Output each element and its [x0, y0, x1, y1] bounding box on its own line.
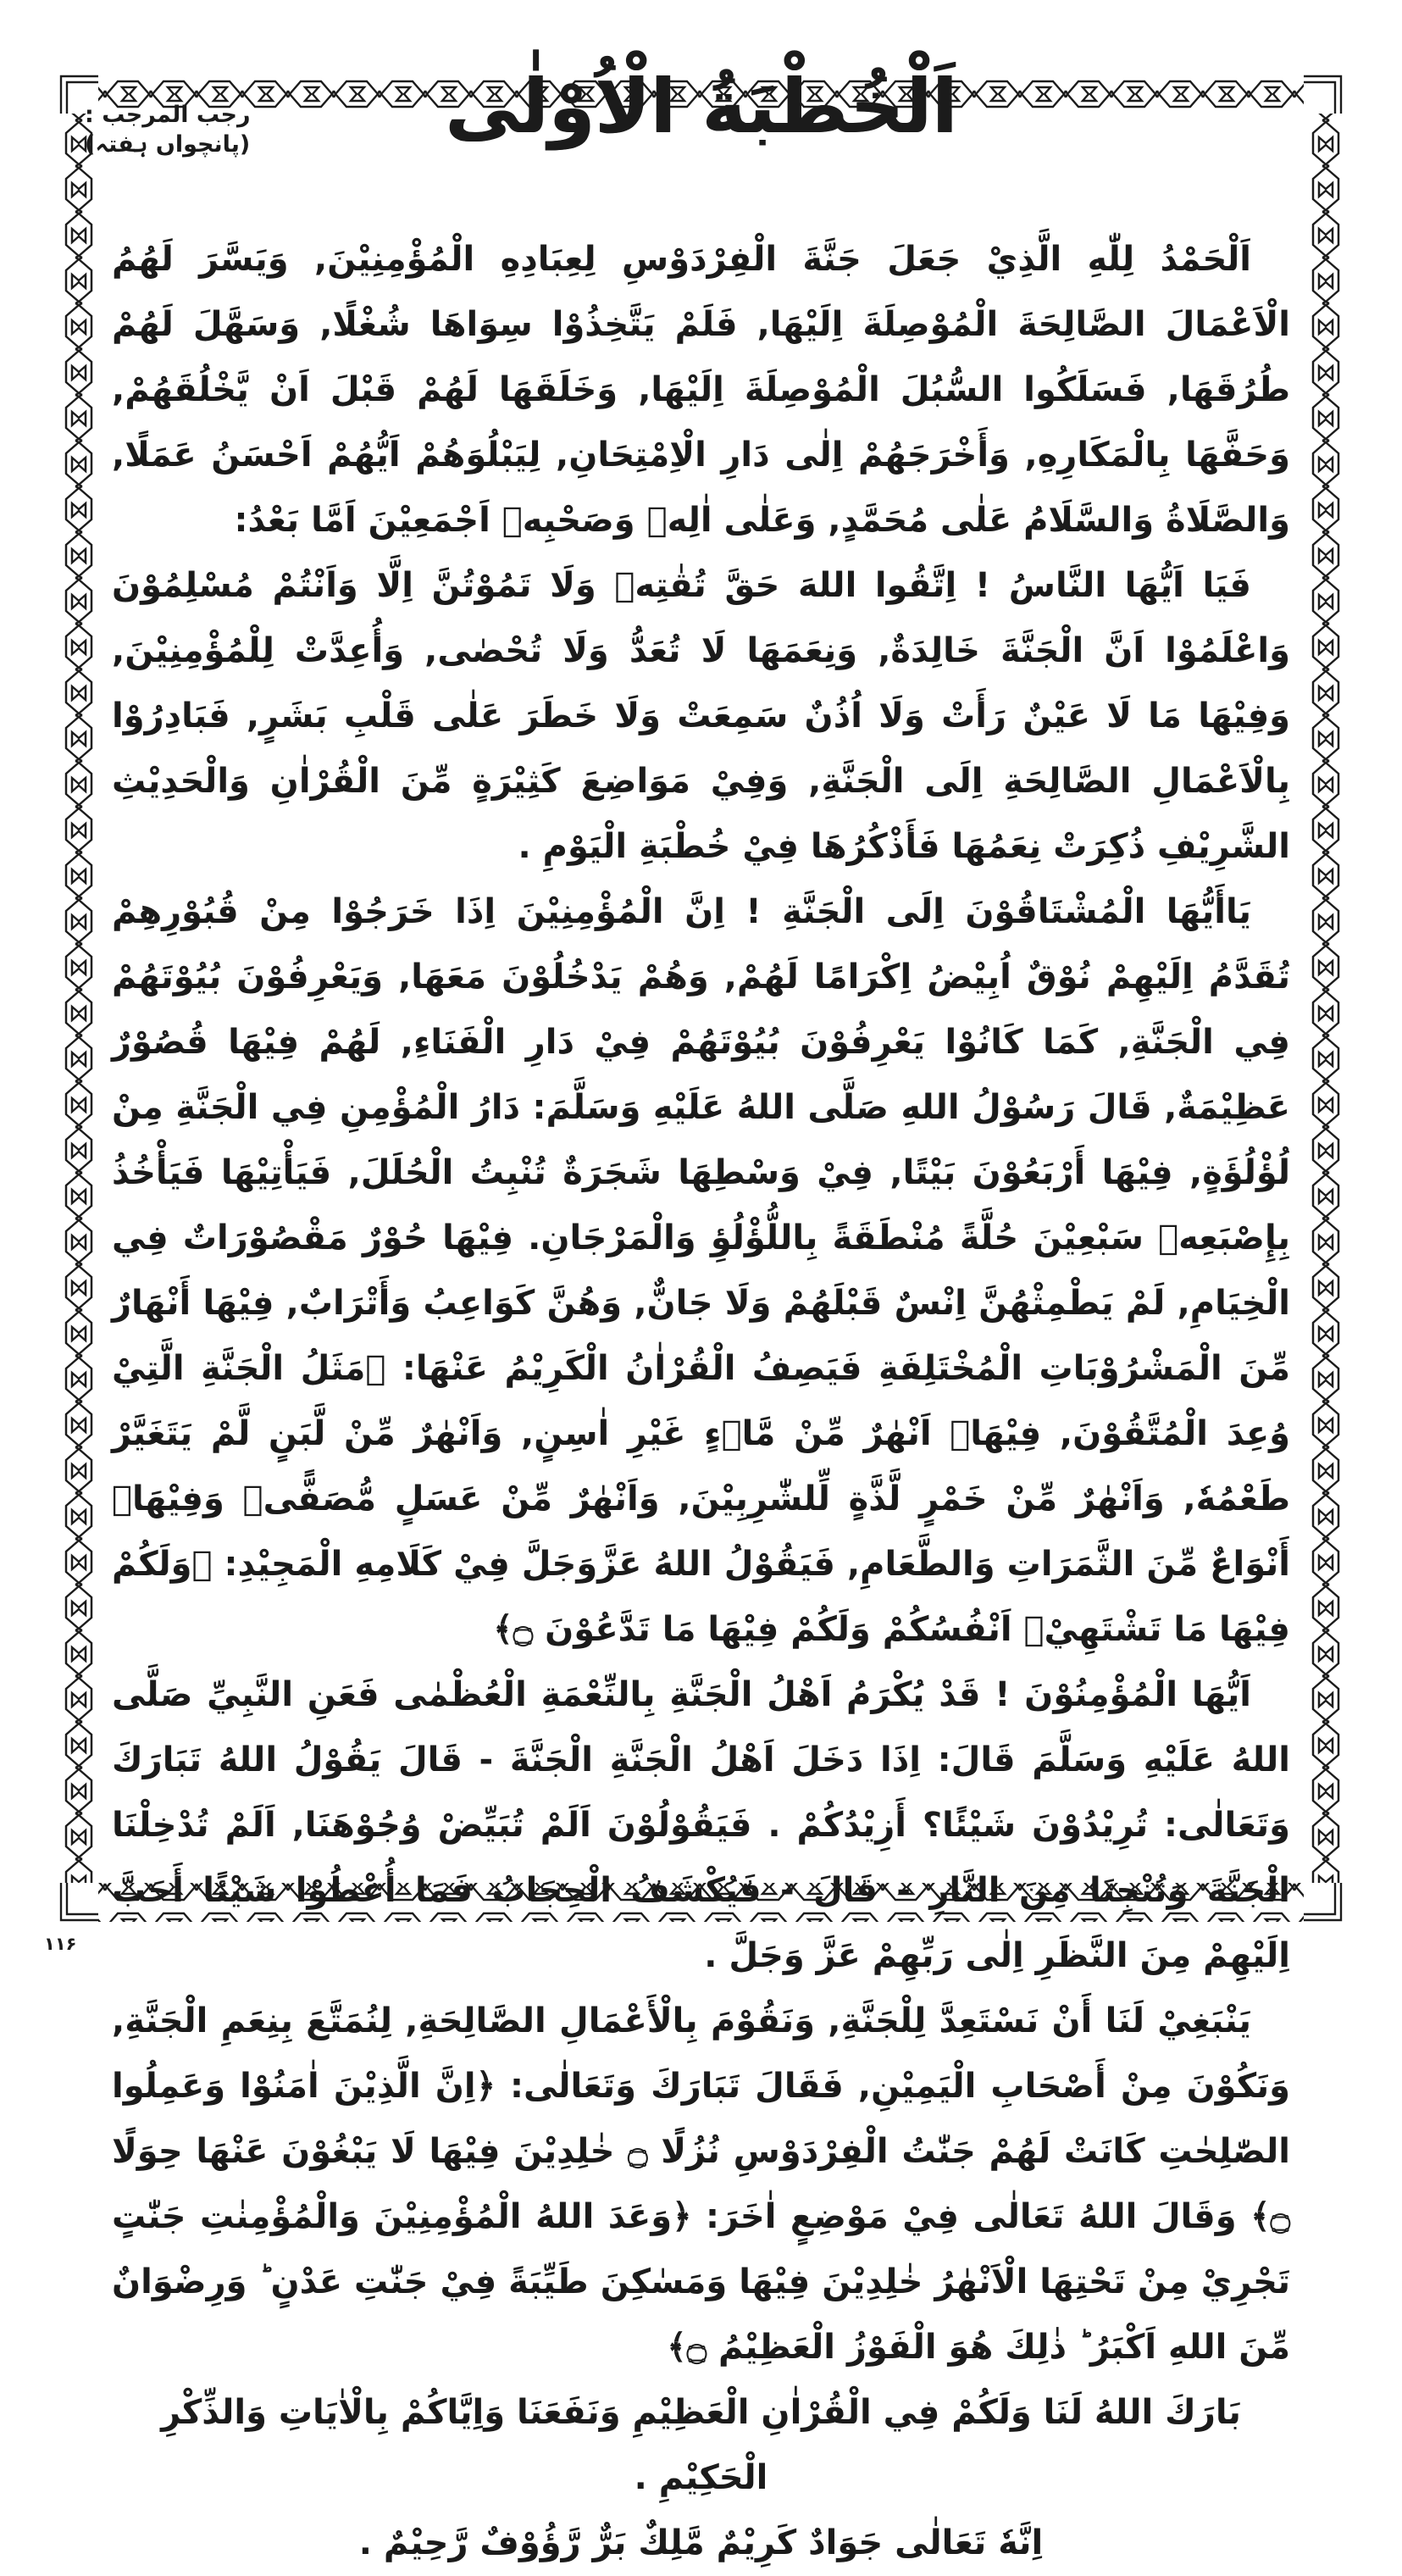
paragraph-yanbaghi: يَنْبَغِيْ لَنَا أَنْ نَسْتَعِدَّ لِلْجَنَّةِ, وَنَقُوْمَ بِالْأَعْمَالِ الصَّالِحَةِ, لِنُمَتَّعَ بِنِعَمِ الْجَنَّةِ, وَنَكُوْنَ مِنْ أَصْحَابِ الْيَمِيْنِ, فَقَالَ تَبَارَكَ وَتَعَالٰى: ﴿اِنَّ الَّذِيْنَ اٰمَنُوْا وَعَمِلُوا الصّٰلِحٰتِ كَانَتْ لَهُمْ جَنّٰتُ الْفِرْدَوْسِ نُزُلًا ۝ خٰلِدِيْنَ فِيْهَا لَا يَبْغُوْنَ عَنْهَا حِوَلًا ۝﴾ وَقَالَ اللهُ تَعَالٰى فِيْ مَوْضِعٍ اٰخَرَ: ﴿وَعَدَ اللهُ الْمُؤْمِنِيْنَ وَالْمُؤْمِنٰتِ جَنّٰتٍ تَجْرِيْ مِنْ تَحْتِهَا الْاَنْهٰرُ خٰلِدِيْنَ فِيْهَا وَمَسٰكِنَ طَيِّبَةً فِيْ جَنّٰتِ عَدْنٍ ؕ وَرِضْوَانٌ مِّنَ اللهِ اَكْبَرُ ؕ ذٰلِكَ هُوَ الْفَوْزُ الْعَظِيْمُ ۝﴾ — [112, 2001, 1291, 2367]
month-week-label: رجب المرجب :(پانچواں ہفتہ) — [85, 102, 251, 158]
page-title: اَلْخُطْبَةُ الْاُوْلٰى — [445, 63, 957, 150]
paragraph-mushtaqun: يَاأَيُّهَا الْمُشْتَاقُوْنَ اِلَى الْجَنَّةِ ! اِنَّ الْمُؤْمِنِيْنَ اِذَا خَرَجُوْا مِنْ قُبُوْرِهِمْ تُقَدَّمُ اِلَيْهِمْ نُوْقٌ اُبِيْضُ اِكْرَامًا لَهُمْ, وَهُمْ يَدْخُلُوْنَ مَعَهَا, وَيَعْرِفُوْنَ بُيُوْتَهُمْ فِي الْجَنَّةِ, كَمَا كَانُوْا يَعْرِفُوْنَ بُيُوْتَهُمْ فِيْ دَارِ الْفَنَاءِ, لَهُمْ فِيْهَا قُصُوْرٌ عَظِيْمَةٌ, قَالَ رَسُوْلُ اللهِ صَلَّى اللهُ عَلَيْهِ وَسَلَّمَ: دَارُ الْمُؤْمِنِ فِي الْجَنَّةِ مِنْ لُؤْلُؤَةٍ, فِيْهَا أَرْبَعُوْنَ بَيْتًا, فِيْ وَسْطِهَا شَجَرَةٌ تُنْبِتُ الْحُلَلَ, فَيَأْتِيْهَا فَيَأْخُذُ بِإِصْبَعِهٖ سَبْعِيْنَ حُلَّةً مُنْطَقَةً بِاللُّؤْلُؤِ وَالْمَرْجَانِ. فِيْهَا حُوْرٌ مَقْصُوْرَاتٌ فِي الْخِيَامِ, لَمْ يَطْمِثْهُنَّ اِنْسٌ قَبْلَهُمْ وَلَا جَانٌّ, وَهُنَّ كَوَاعِبُ وَأَتْرَابٌ, فِيْهَا أَنْهَارٌ مِّنَ الْمَشْرُوْبَاتِ الْمُخْتَلِفَةِ فَيَصِفُ الْقُرْاٰنُ الْكَرِيْمُ عَنْهَا: ﴿مَثَلُ الْجَنَّةِ الَّتِيْ وُعِدَ الْمُتَّقُوْنَ, فِيْهَاۤ اَنْهٰرٌ مِّنْ مَّاۤءٍ غَيْرِ اٰسِنٍ, وَاَنْهٰرٌ مِّنْ لَّبَنٍ لَّمْ يَتَغَيَّرْ طَعْمُهٗ, وَاَنْهٰرٌ مِّنْ خَمْرٍ لَّذَّةٍ لِّلشّٰرِبِيْنَ, وَاَنْهٰرٌ مِّنْ عَسَلٍ مُّصَفًّى﴾ وَفِيْهَاۤ أَنْوَاعٌ مِّنَ الثَّمَرَاتِ وَالطَّعَامِ, فَيَقُوْلُ اللهُ عَزَّوَجَلَّ فِيْ كَلَامِهِ الْمَجِيْدِ: ﴿وَلَكُمْ فِيْهَا مَا تَشْتَهِيْۤ اَنْفُسُكُمْ وَلَكُمْ فِيْهَا مَا تَدَّعُوْنَ ۝﴾ — [112, 892, 1290, 1649]
sermon-body — [112, 227, 1291, 2562]
closing-praise-line: اِنَّهٗ تَعَالٰى جَوَادٌ كَرِيْمٌ مَّلِكٌ بَرٌّ رَّؤُوْفٌ رَّحِيْمٌ . — [358, 2523, 1044, 2562]
paragraph-hamd: اَلْحَمْدُ لِلّٰهِ الَّذِيْ جَعَلَ جَنَّةَ الْفِرْدَوْسِ لِعِبَادِهِ الْمُؤْمِنِيْنَ, وَيَسَّرَ لَهُمُ الْاَعْمَالَ الصَّالِحَةَ الْمُوْصِلَةَ اِلَيْهَا, فَلَمْ يَتَّخِذُوْا سِوَاهَا شُغْلًا, وَسَهَّلَ لَهُمْ طُرُقَهَا, فَسَلَكُوا السُّبُلَ الْمُوْصِلَةَ اِلَيْهَا, وَخَلَقَهَا لَهُمْ قَبْلَ اَنْ يَّخْلُقَهُمْ, وَحَفَّهَا بِالْمَكَارِهِ, وَأَخْرَجَهُمْ اِلٰى دَارِ الْاِمْتِحَانِ, لِيَبْلُوَهُمْ اَيُّهُمْ اَحْسَنُ عَمَلًا, وَالصَّلَاةُ وَالسَّلَامُ عَلٰى مُحَمَّدٍ, وَعَلٰى اٰلِهٖ وَصَحْبِهٖ اَجْمَعِيْنَ اَمَّا بَعْدُ: — [112, 240, 1290, 540]
paragraph-taqwa: فَيَا اَيُّهَا النَّاسُ ! اِتَّقُوا اللهَ حَقَّ تُقٰتِهٖ وَلَا تَمُوْتُنَّ اِلَّا وَاَنْتُمْ مُسْلِمُوْنَ وَاعْلَمُوْا اَنَّ الْجَنَّةَ خَالِدَةٌ, وَنِعَمَهَا لَا تُعَدُّ وَلَا تُحْصٰى, وَأُعِدَّتْ لِلْمُؤْمِنِيْنَ, وَفِيْهَا مَا لَا عَيْنٌ رَأَتْ وَلَا اُذُنٌ سَمِعَتْ وَلَا خَطَرَ عَلٰى قَلْبِ بَشَرٍ, فَبَادِرُوْا بِالْاَعْمَالِ الصَّالِحَةِ اِلَى الْجَنَّةِ, وَفِيْ مَوَاضِعَ كَثِيْرَةٍ مِّنَ الْقُرْاٰنِ وَالْحَدِيْثِ الشَّرِيْفِ ذُكِرَتْ نِعَمُهَا فَأَذْكُرُهَا فِيْ خُطْبَةِ الْيَوْمِ . — [112, 566, 1290, 866]
closing-dua-line: بَارَكَ اللهُ لَنَا وَلَكُمْ فِي الْقُرْاٰنِ الْعَظِيْمِ وَنَفَعَنَا وَاِيَّاكُمْ بِالْاٰيَاتِ وَالذِّكْرِ الْحَكِيْمِ . — [161, 2393, 1241, 2497]
page-number: ۱۱۶ — [44, 1934, 77, 1954]
paragraph-muminun: اَيُّهَا الْمُؤْمِنُوْنَ ! قَدْ يُكْرَمُ اَهْلُ الْجَنَّةِ بِالنِّعْمَةِ الْعُظْمٰى فَعَنِ النَّبِيِّ صَلَّى اللهُ عَلَيْهِ وَسَلَّمَ قَالَ: اِذَا دَخَلَ اَهْلُ الْجَنَّةِ الْجَنَّةَ - قَالَ يَقُوْلُ اللهُ تَبَارَكَ وَتَعَالٰى: تُرِيْدُوْنَ شَيْئًا؟ أَزِيْدُكُمْ . فَيَقُوْلُوْنَ اَلَمْ تُبَيِّضْ وُجُوْهَنَا, اَلَمْ تُدْخِلْنَا الْجَنَّةَ وَتُنْجِنَا مِنَ النَّارِ - قَالَ - فَيُكْشَفُ الْحِجَابُ فَمَا أُعْطُوْا شَيْئًا أَحَبَّ اِلَيْهِمْ مِنَ النَّظَرِ اِلٰى رَبِّهِمْ عَزَّ وَجَلَّ . — [112, 1675, 1290, 1975]
